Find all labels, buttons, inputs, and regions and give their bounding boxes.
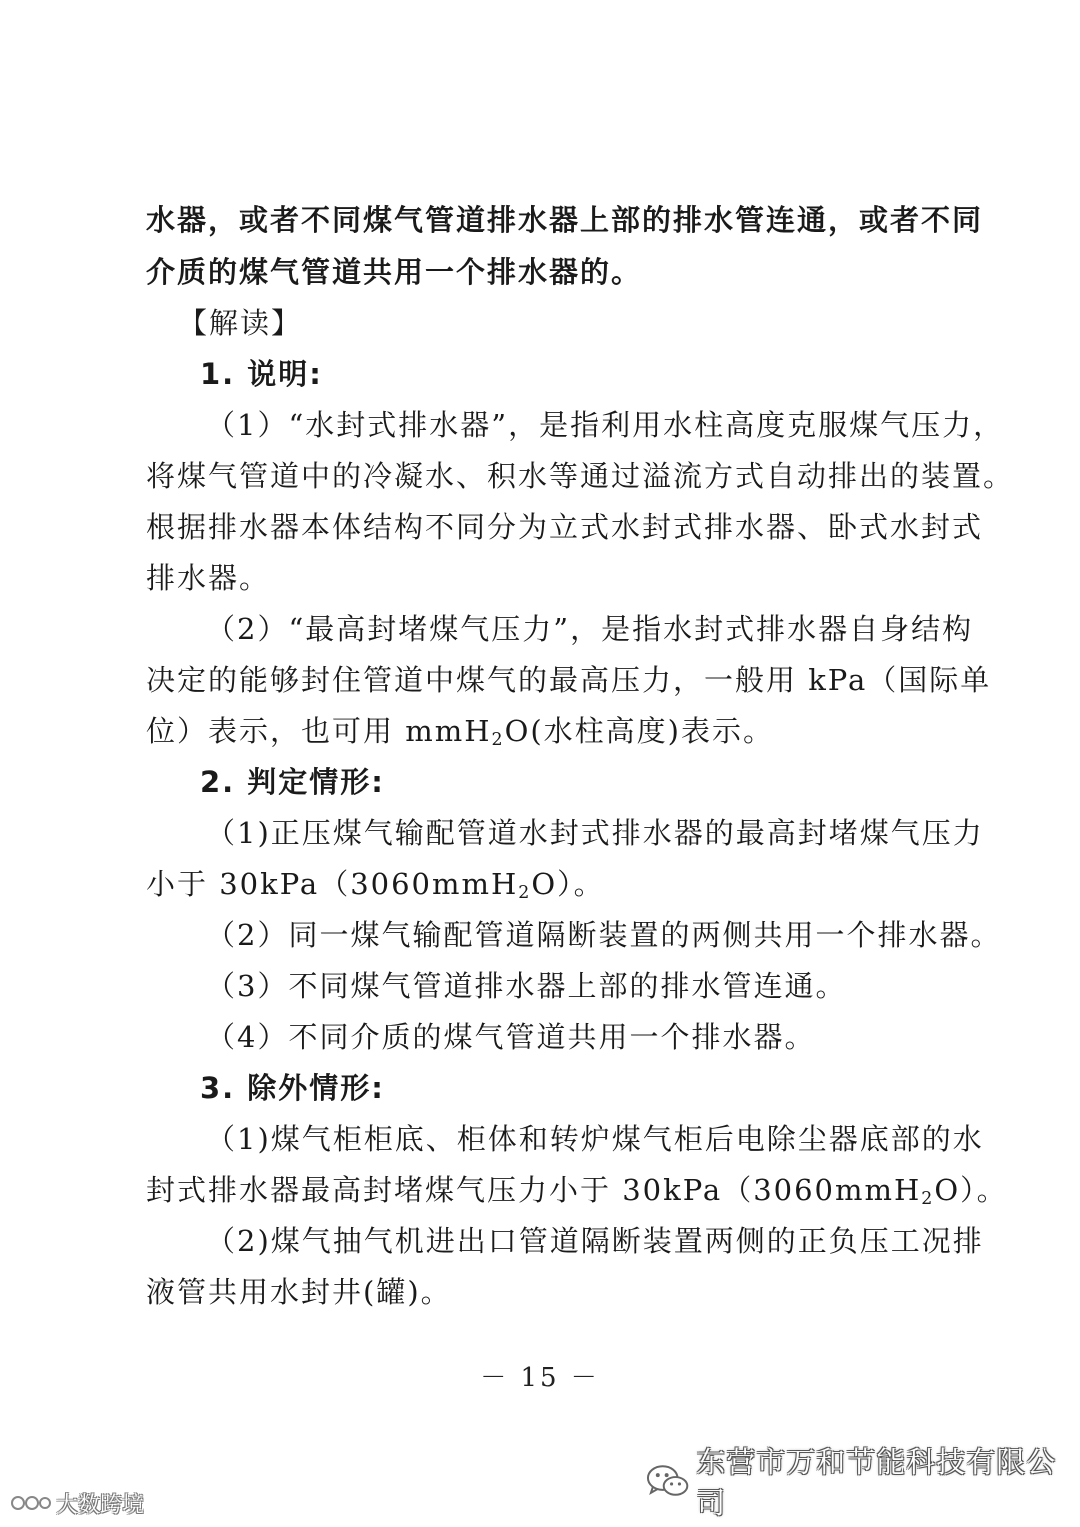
section-heading: 【解读】 <box>178 306 303 340</box>
subheading: 3. 除外情形: <box>200 1071 385 1105</box>
watermark-text: 东营市万和节能科技有限公司 <box>696 1445 1057 1520</box>
text-line: （4）不同介质的煤气管道共用一个排水器。 <box>206 1020 816 1054</box>
text-line: 根据排水器本体结构不同分为立式水封式排水器、卧式水封式 <box>146 510 984 544</box>
subscript: 2 <box>921 1189 935 1209</box>
text-segment: 位）表示，也可用 mmH <box>146 714 492 748</box>
text-segment: O）。 <box>531 867 605 901</box>
text-line <box>0 864 1080 913</box>
text-line: （2）同一煤气输配管道隔断装置的两侧共用一个排水器。 <box>206 918 1002 952</box>
text-line <box>0 1170 1080 1219</box>
text-segment: 小于 30kPa（3060mmH <box>146 867 519 901</box>
subheading: 2. 判定情形: <box>200 765 385 799</box>
text-line: （1)煤气柜柜底、柜体和转炉煤气柜后电除尘器底部的水 <box>206 1122 984 1156</box>
text-line: 排水器。 <box>146 561 271 595</box>
text-line: （2）“最高封堵煤气压力”，是指水封式排水器自身结构 <box>206 612 974 646</box>
text-line: 将煤气管道中的冷凝水、积水等通过溢流方式自动排出的装置。 <box>146 459 1015 493</box>
logo-icon <box>10 1491 52 1515</box>
page-number: － 15 － <box>480 1363 600 1393</box>
subheading: 1. 说明: <box>200 357 323 391</box>
subscript: 2 <box>491 730 505 750</box>
text-line: （2)煤气抽气机进出口管道隔断装置两侧的正负压工况排 <box>206 1224 984 1258</box>
text-line: 水器，或者不同煤气管道排水器上部的排水管连通，或者不同 <box>146 203 984 237</box>
text-line <box>0 711 1080 760</box>
watermark-account <box>645 1445 1080 1520</box>
text-segment: O）。 <box>934 1173 1008 1207</box>
text-line: 介质的煤气管道共用一个排水器的。 <box>146 255 643 289</box>
text-line: （3）不同煤气管道排水器上部的排水管连通。 <box>206 969 847 1003</box>
subscript: 2 <box>518 883 532 903</box>
text-line: （1)正压煤气输配管道水封式排水器的最高封堵煤气压力 <box>206 816 984 850</box>
watermark-text: 大数跨境 <box>56 1492 145 1518</box>
text-line: 决定的能够封住管道中煤气的最高压力，一般用 kPa（国际单 <box>146 663 992 697</box>
text-segment: 封式排水器最高封堵煤气压力小于 30kPa（3060mmH <box>146 1173 922 1207</box>
wechat-icon <box>645 1462 690 1500</box>
text-line: 液管共用水封井(罐)。 <box>146 1275 452 1309</box>
watermark-brand <box>10 1488 144 1518</box>
text-line: （1）“水封式排水器”，是指利用水柱高度克服煤气压力， <box>206 408 1005 442</box>
text-segment: O(水柱高度)表示。 <box>504 714 774 748</box>
